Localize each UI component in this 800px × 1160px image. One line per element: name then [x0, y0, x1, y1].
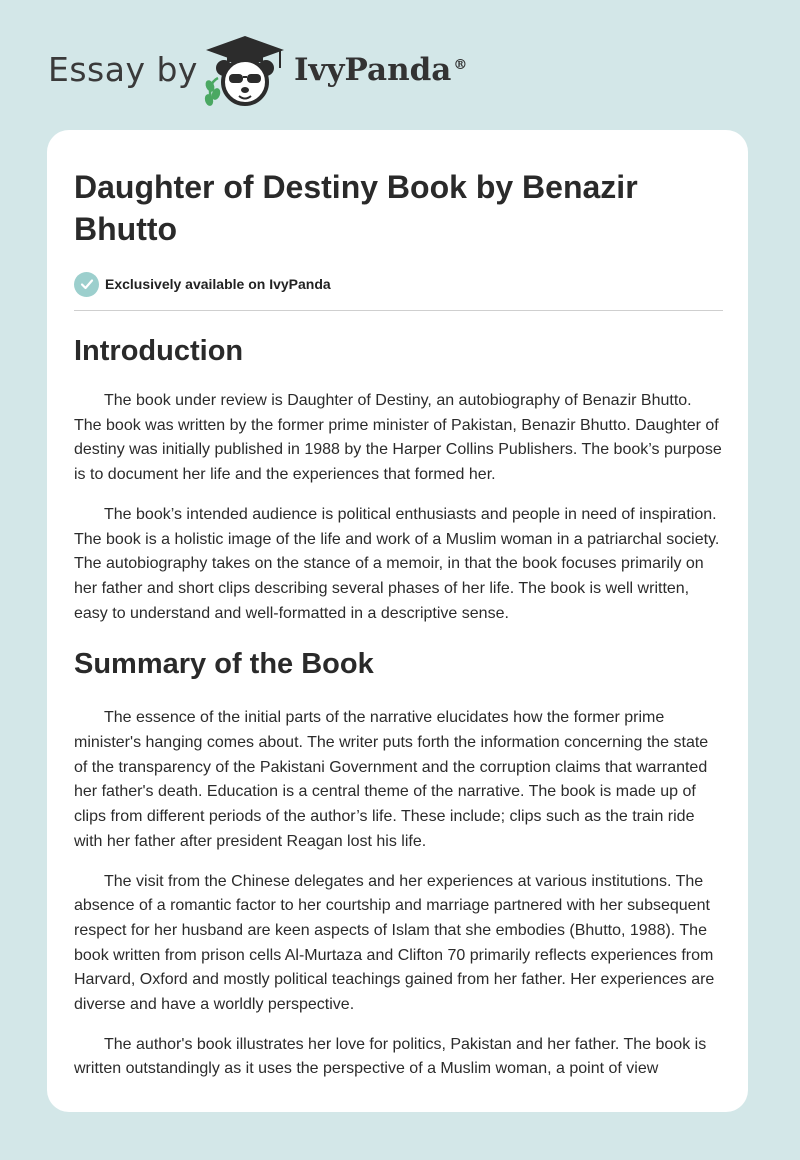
badge-label: Exclusively available on IvyPanda: [105, 276, 331, 292]
paragraph: The author's book illustrates her love for politics, Pakistan and her father. The book is written outstandingly as it uses the perspective of a Muslim woman, a point of view: [74, 1035, 707, 1078]
exclusive-badge: [74, 270, 723, 298]
essay-by-label: Essay by: [48, 50, 198, 89]
title-divider: [74, 310, 723, 311]
section-heading-introduction: Introduction: [74, 335, 244, 367]
page-title: Daughter of Destiny Book by Benazir Bhutto: [74, 169, 638, 247]
registered-mark: ®: [453, 56, 468, 73]
paragraph: The book under review is Daughter of Destiny, an autobiography of Benazir Bhutto. The book was written by the former prime minister of Pakistan, Benazir Bhutto. Daughter of destiny was initially published in 1988 by the Harper Collins Publishers. The book’s purpose is to document her life and the experiences that formed her.: [74, 392, 722, 484]
site-header: [48, 34, 508, 114]
essay-content: [74, 166, 723, 1097]
paragraph: The essence of the initial parts of the narrative elucidates how the former prime minister's hanging comes about. The writer puts forth the information concerning the state of the transparency of the Pakistani Government and the corruption claims that warranted her father's death. Education is a central theme of the narrative. The book is made up of clips from different periods of the author’s life. These include; clips such as the train ride with her father after president Reagan lost his life.: [74, 709, 709, 850]
check-icon: [74, 272, 99, 297]
ivypanda-logo-icon[interactable]: [200, 34, 290, 115]
paragraph: The book’s intended audience is political enthusiasts and people in need of inspiration. The book is a holistic image of the life and work of a Muslim woman in a patriarchal society. The autobiography takes on the stance of a memoir, in that the book focuses primarily on her father and short clips describing several phases of her life. The book is well written, easy to understand and well-formatted in a descriptive sense.: [74, 505, 720, 622]
paragraph: The visit from the Chinese delegates and her experiences at various institutions. The absence of a romantic factor to her courtship and marriage partnered with her subsequent respect for her husband are keen aspects of Islam that she embodies (Bhutto, 1988). The book written from prison cells Al-Murtaza and Clifton 70 primarily reflects experiences from Harvard, Oxford and mostly political teachings gained from her father. Her experiences are diverse and have a worldly perspective.: [74, 872, 715, 1014]
section-heading-summary: Summary of the Book: [74, 648, 374, 681]
essay-card: [47, 130, 748, 1112]
ivypanda-brand-name[interactable]: IvyPanda ®: [294, 52, 468, 88]
